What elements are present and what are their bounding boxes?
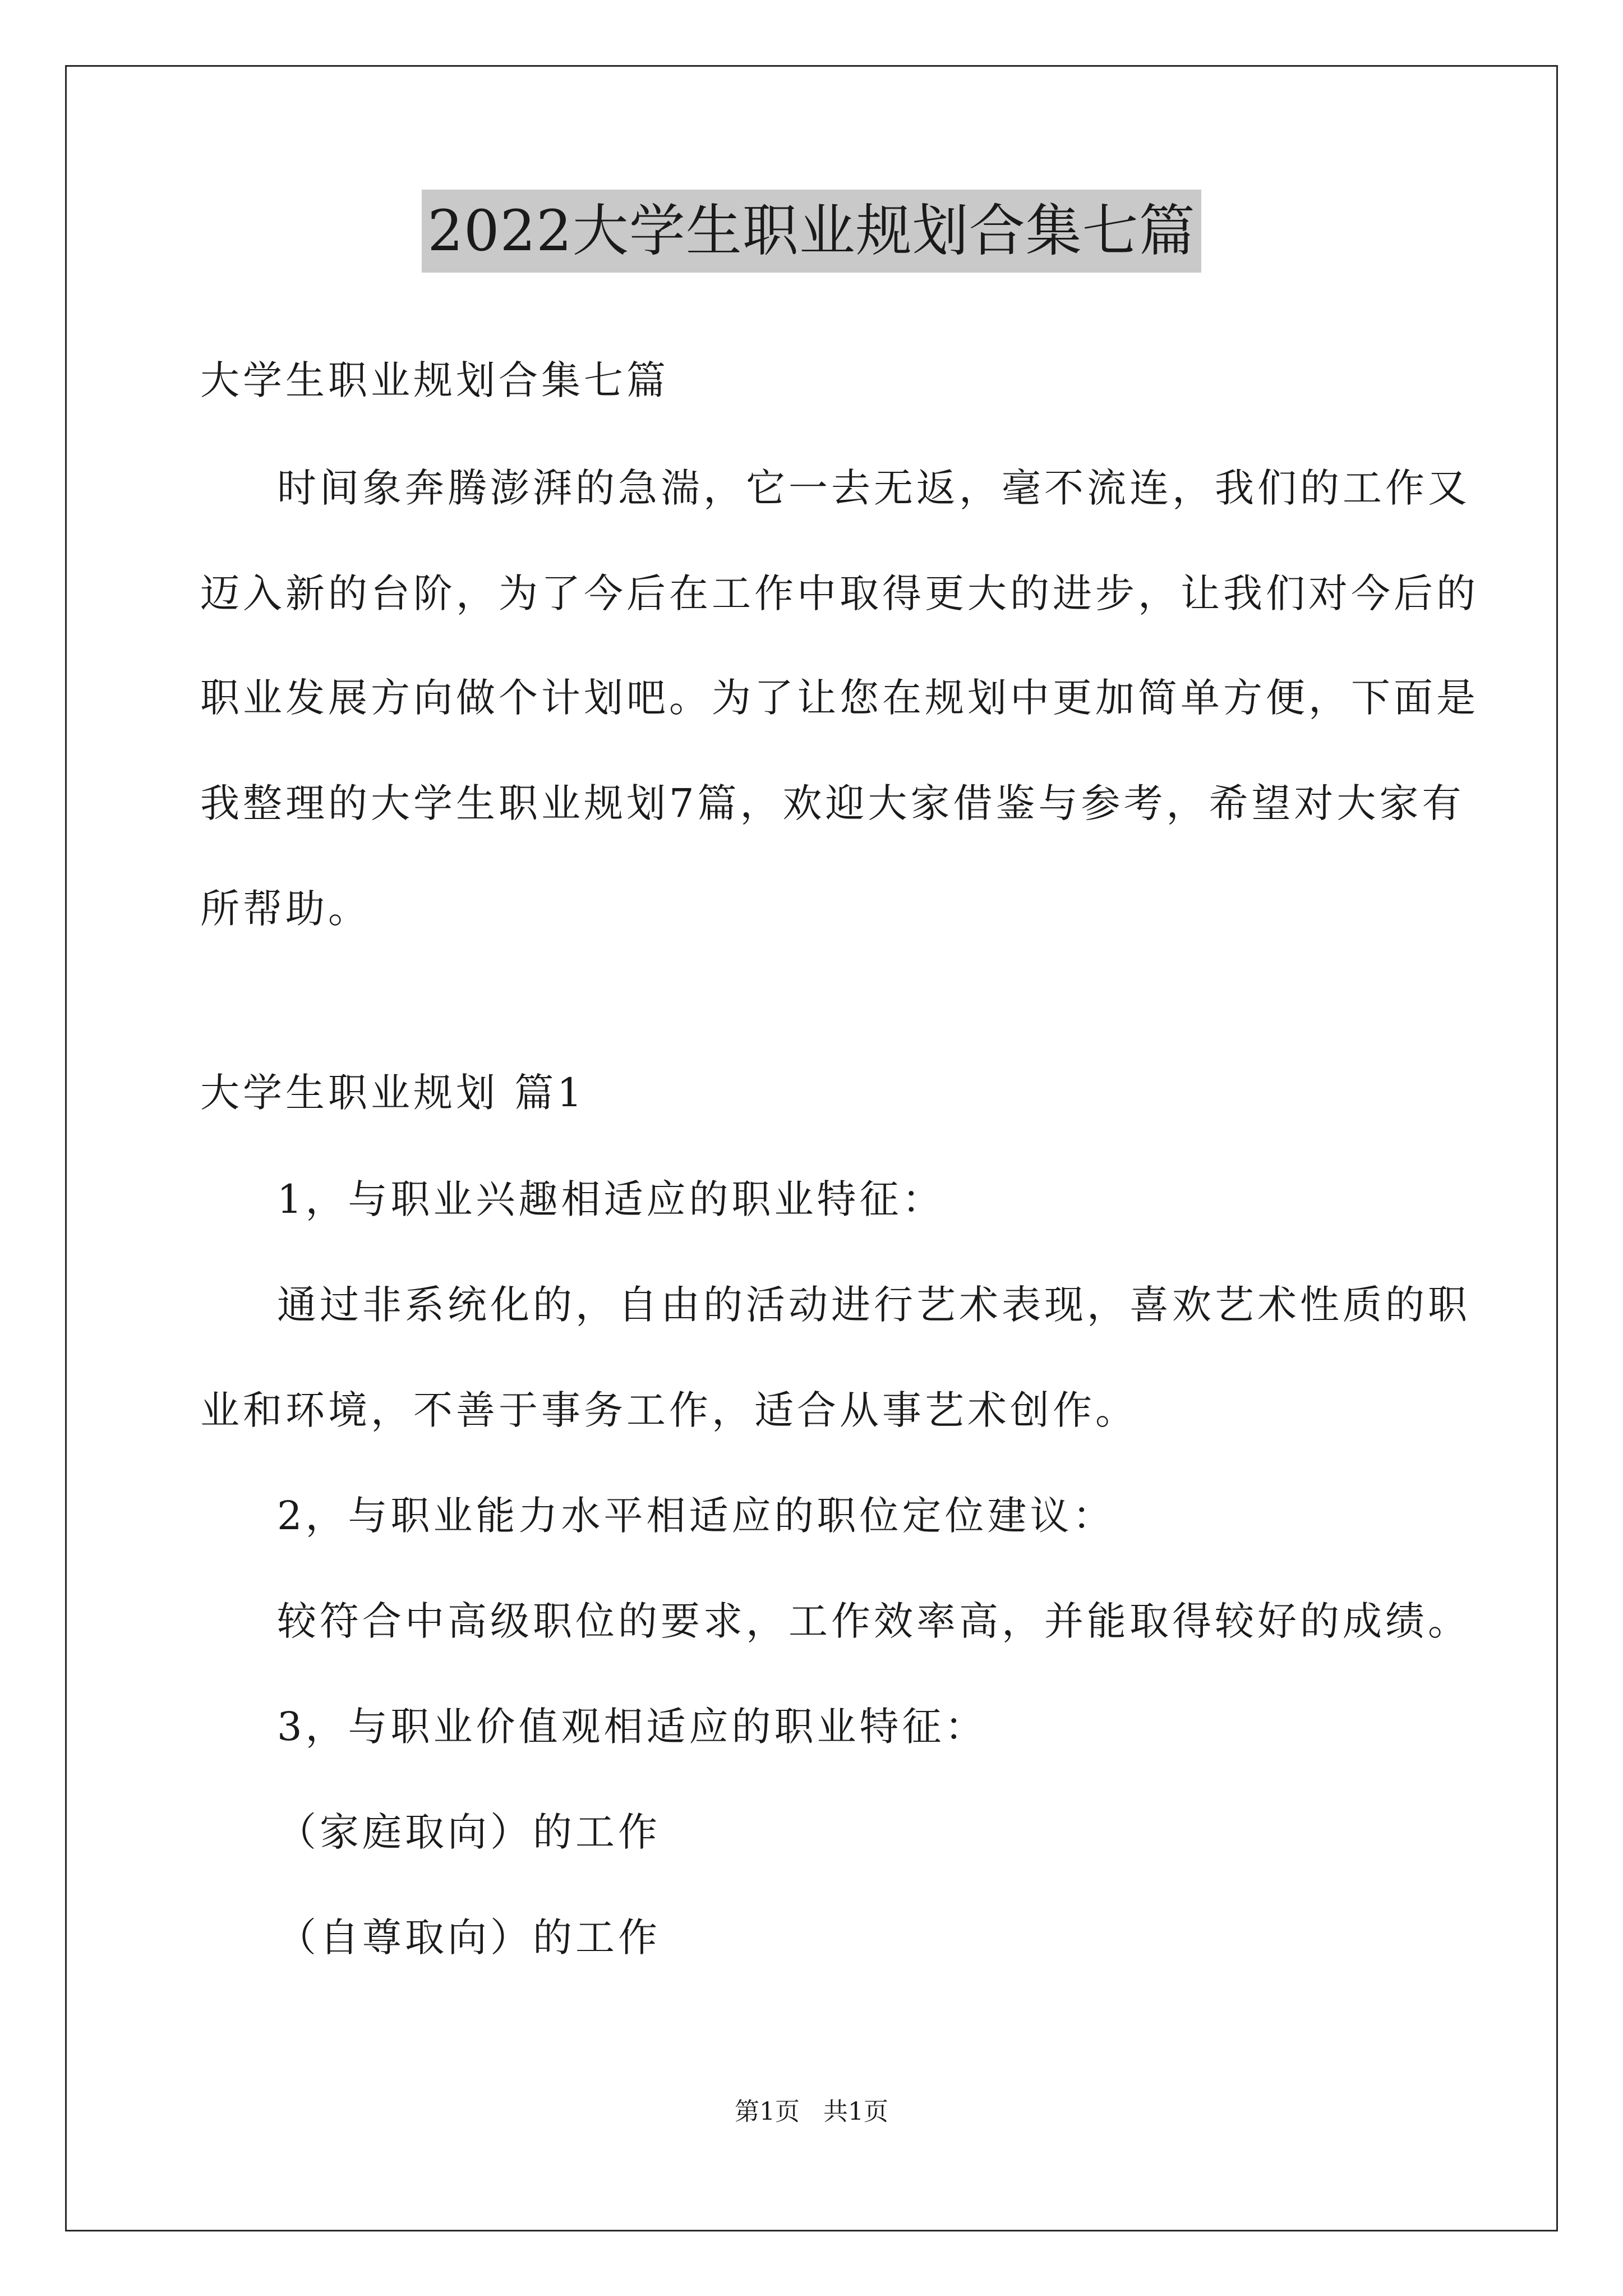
item-1-label: 1，与职业兴趣相适应的职业特征： <box>277 1176 945 1222</box>
item-1-text-line-2: 业和环境，不善于事务工作，适合从事艺术创作。 <box>200 1387 1138 1433</box>
intro-line-1: 时间象奔腾澎湃的急湍，它一去无返，毫不流连，我们的工作又 <box>277 465 1470 511</box>
subtitle: 大学生职业规划合集七篇 <box>200 357 669 403</box>
item-3-value-2: （自尊取向）的工作 <box>277 1915 661 1961</box>
item-3-label: 3，与职业价值观相适应的职业特征： <box>277 1704 988 1750</box>
intro-line-5: 所帮助。 <box>200 886 371 932</box>
page-number: 第1页 <box>735 2097 800 2126</box>
intro-line-4: 我整理的大学生职业规划7篇，欢迎大家借鉴与参考，希望对大家有 <box>200 780 1465 826</box>
item-2-label: 2，与职业能力水平相适应的职位定位建议： <box>277 1493 1115 1539</box>
section-heading: 大学生职业规划 篇1 <box>200 1070 585 1116</box>
document-title: 2022大学生职业规划合集七篇 <box>422 190 1201 273</box>
page-total: 共1页 <box>823 2097 888 2126</box>
intro-line-2: 迈入新的台阶，为了今后在工作中取得更大的进步，让我们对今后的 <box>200 570 1479 616</box>
item-1-text-line-1: 通过非系统化的，自由的活动进行艺术表现，喜欢艺术性质的职 <box>277 1282 1470 1328</box>
intro-line-3: 职业发展方向做个计划吧。为了让您在规划中更加简单方便，下面是 <box>200 675 1479 721</box>
page-footer <box>0 2095 1623 2129</box>
item-3-value-1: （家庭取向）的工作 <box>277 1809 661 1855</box>
item-2-text: 较符合中高级职位的要求，工作效率高，并能取得较好的成绩。 <box>277 1598 1470 1644</box>
title-container <box>0 190 1623 273</box>
